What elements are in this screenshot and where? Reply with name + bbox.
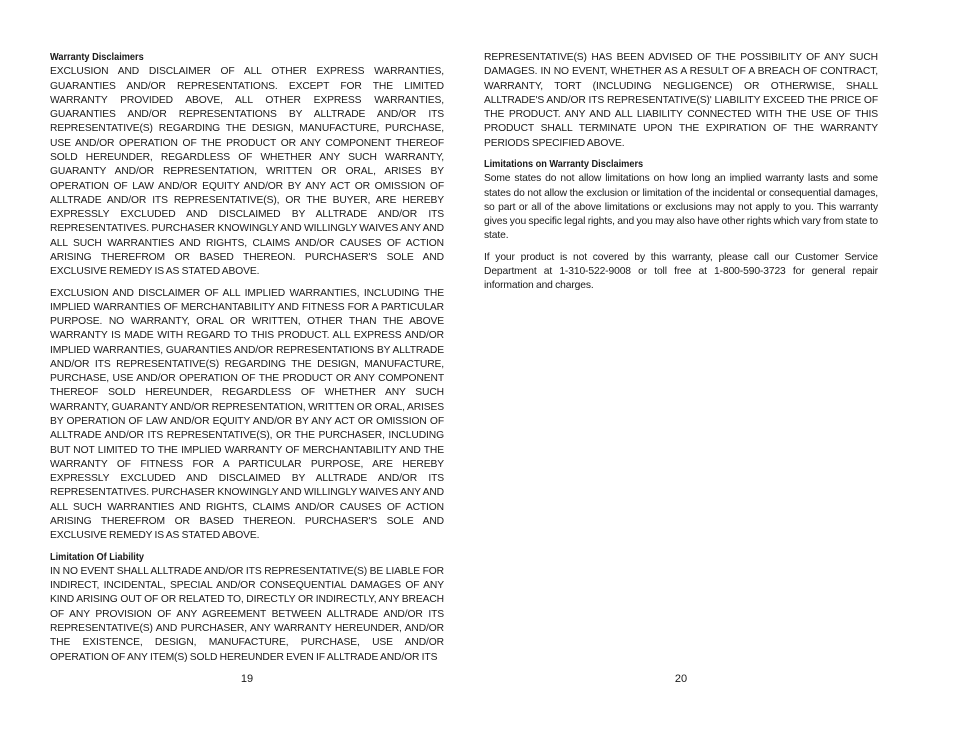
paragraph-liability-continued: REPRESENTATIVE(S) HAS BEEN ADVISED OF THE POSSIBILITY OF ANY SUCH DAMAGES. IN NO EVENT, WHETHER AS A RESULT OF A BREACH OF CONTRACT, WARRANTY, TORT (INCLUDING NEGLIGENCE) OR OTHERWISE, SHALL ALLTRADE'S AND/OR ITS REPRESENTATIVE(S)' LIABILITY EXCEED THE PRICE OF THE PRODUCT. ANY AND ALL LIABILITY CONNECTED WITH THE USE OF THIS PRODUCT SHALL TERMINATE UPON THE EXPIRATION OF THE WARRANTY PERIODS SPECIFIED ABOVE. xyxy=(484,52,878,149)
page-right xyxy=(484,0,878,738)
paragraph-express-warranties: EXCLUSION AND DISCLAIMER OF ALL OTHER EXPRESS WARRANTIES, GUARANTIES AND/OR REPRESENTATIONS. EXCEPT FOR THE LIMITED WARRANTY PROVIDED ABOVE, ALL OTHER EXPRESS WARRANTIES, GUARANTIES AND/OR REPRESENTATIONS BY ALLTRADE AND/OR ITS REPRESENTATIVE(S) REGARDING THE DESIGN, MANUFACTURE, PURCHASE, USE AND/OR OPERATION OF THE PRODUCT OR ANY COMPONENT THEREOF SOLD HEREUNDER, REGARDLESS OF WHETHER ANY SUCH WARRANTY, GUARANTY AND/OR REPRESENTATION, WRITTEN OR ORAL, ARISES BY OPERATION OF LAW AND/OR EQUITY AND/OR BY ANY ACT OR OMISSION OF ALLTRADE AND/OR ITS REPRESENTATIVE(S), OR THE BUYER, ARE HEREBY EXPRESSLY EXCLUDED AND DISCLAIMED BY ALLTRADE AND/OR ITS REPRESENTATIVES. PURCHASER KNOWINGLY AND WILLINGLY WAIVES ANY AND ALL SUCH WARRANTIES AND RIGHTS, CLAIMS AND/OR CAUSES OF ACTION ARISING THEREFROM OR BASED THEREON. PURCHASER'S SOLE AND EXCLUSIVE REMEDY IS AS STATED ABOVE. xyxy=(50,66,444,278)
right-text-column xyxy=(484,51,878,294)
heading-warranty-disclaimers: Warranty Disclaimers xyxy=(50,52,144,63)
page-number-right: 20 xyxy=(674,673,688,685)
heading-limitation-of-liability: Limitation Of Liability xyxy=(50,551,145,563)
paragraph-liability: IN NO EVENT SHALL ALLTRADE AND/OR ITS REPRESENTATIVE(S) BE LIABLE FOR INDIRECT, INCIDENTAL, SPECIAL AND/OR CONSEQUENTIAL DAMAGES OF ANY KIND ARISING OUT OF OR RELATED TO, DIRECTLY OR INDIRECTLY, ANY BREACH OF ANY PROVISION OF ANY AGREEMENT BETWEEN ALLTRADE AND/OR ITS REPRESENTATIVE(S) AND PURCHASER, ANY WARRANTY HEREUNDER, AND/OR THE EXISTENCE, DESIGN, MANUFACTURE, PURCHASE, USE AND/OR OPERATION OF ANY ITEM(S) SOLD HEREUNDER EVEN IF ALLTRADE AND/OR ITS xyxy=(50,565,444,663)
page-number-left: 19 xyxy=(240,673,254,685)
paragraph-state-rights: Some states do not allow limitations on how long an implied warranty lasts and some states do not allow the exclusion or limitation of the incidental or consequential damages, so part or all of the above limitations or exclusions may not apply to you. This warranty gives you specific legal rights, and you may also have other rights which vary from state to state. xyxy=(484,173,878,242)
left-text-column xyxy=(50,51,444,665)
paragraph-customer-service: If your product is not covered by this warranty, please call our Customer Service Department at 1-310-522-9008 or toll free at 1-800-590-3723 for general repair information and charges. xyxy=(484,251,878,292)
paragraph-implied-warranties: EXCLUSION AND DISCLAIMER OF ALL IMPLIED WARRANTIES, INCLUDING THE IMPLIED WARRANTIES OF MERCHANTABILITY AND FITNESS FOR A PARTICULAR PURPOSE. NO WARRANTY, ORAL OR WRITTEN, OTHER THAN THE ABOVE WARRANTY IS MADE WITH REGARD TO THIS PRODUCT. ALL EXPRESS AND/OR IMPLIED WARRANTIES, GUARANTIES AND/OR REPRESENTATIONS BY ALLTRADE AND/OR ITS REPRESENTATIVE(S) REGARDING THE DESIGN, MANUFACTURE, PURCHASE, USE AND/OR OPERATION OF THE PRODUCT OR ANY COMPONENT THEREOF SOLD HEREUNDER, REGARDLESS OF WHETHER ANY SUCH WARRANTY, GUARANTY AND/OR REPRESENTATION, WRITTEN OR ORAL, ARISES BY OPERATION OF LAW AND/OR EQUITY AND/OR BY ANY ACT OR OMISSION OF ALLTRADE AND/OR ITS REPRESENTATIVE(S), OR THE PURCHASER, INCLUDING BUT NOT LIMITED TO THE IMPLIED WARRANTY OF MERCHANTABILITY AND THE WARRANTY OF FITNESS FOR A PARTICULAR PURPOSE, ARE HEREBY EXPRESSLY EXCLUDED AND DISCLAIMED BY ALLTRADE AND/OR ITS REPRESENTATIVES. PURCHASER KNOWINGLY AND WILLINGLY WAIVES ANY AND ALL SUCH WARRANTIES AND RIGHTS, CLAIMS AND/OR CAUSES OF ACTION ARISING THEREFROM OR BASED THEREON. PURCHASER'S SOLE AND EXCLUSIVE REMEDY IS AS STATED ABOVE. xyxy=(50,287,444,542)
heading-limitations-on-warranty-disclaimers: Limitations on Warranty Disclaimers xyxy=(484,158,644,170)
page-left xyxy=(50,0,444,738)
